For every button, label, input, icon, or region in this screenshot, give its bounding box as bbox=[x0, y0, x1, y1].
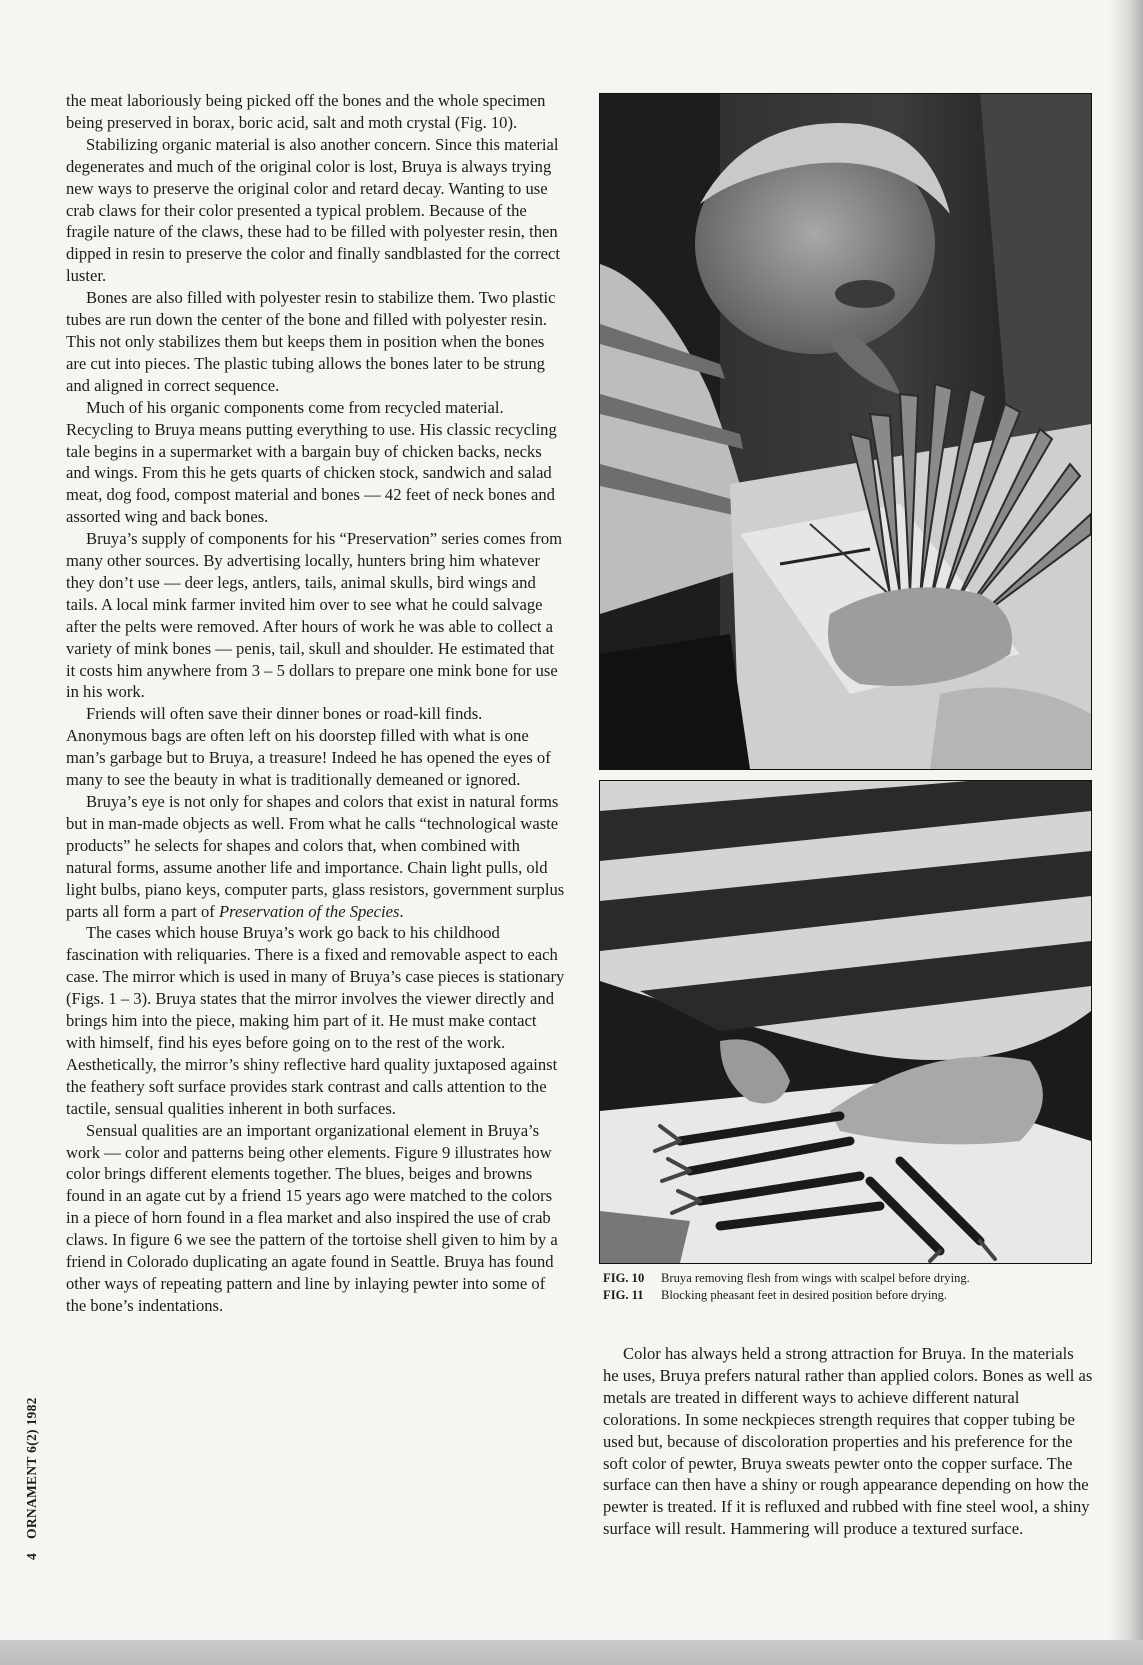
page-edge-shadow bbox=[1109, 0, 1143, 1640]
paragraph: the meat laboriously being picked off the bones and the whole specimen being preserved in borax, boric acid, salt and moth crystal (Fig. 10). bbox=[66, 91, 546, 132]
paragraph-text: Bruya’s eye is not only for shapes and colors that exist in natural forms but in man-made objects as well. From what he calls “technological waste products” he selects for shapes and colors that, when combined with natural forms, assume another life and importance. Chain light pulls, old light bulbs, piano keys, computer parts, glass resistors, government surplus parts all form a part of bbox=[66, 792, 565, 921]
paragraph bbox=[66, 791, 566, 922]
paragraph: Friends will often save their dinner bones or road-kill finds. Anonymous bags are often left on his doorstep filled with what is one man’s garbage but to Bruya, a treasure! Indeed he has opened the eyes of many to see the beauty in what is traditionally demeaned or ignored. bbox=[66, 704, 551, 790]
caption-fig-10 bbox=[603, 1270, 1083, 1287]
paragraph: Much of his organic components come from recycled material. Recycling to Bruya means putting everything to use. His classic recycling tale begins in a supermarket with a bargain buy of chicken backs, necks and wings. From this he gets quarts of chicken stock, sandwich and salad meat, dog food, compost material and bones — 42 feet of neck bones and assorted wing and back bones. bbox=[66, 397, 557, 527]
paragraph: Stabilizing organic material is also another concern. Since this material degenerates and much of the original color is lost, Bruya is always trying new ways to preserve the original color and retard decay. Wanting to use crab claws for their color presented a typical problem. Because of the fragile nature of the claws, these had to be filled with polyester resin, then dipped in resin to preserve the color and finally sandblasted for the correct luster. bbox=[66, 134, 560, 286]
article-right-column bbox=[603, 1343, 1093, 1540]
photo-fig-11-image bbox=[600, 781, 1091, 1263]
publication-info: ORNAMENT 6(2) 1982 bbox=[24, 1397, 39, 1539]
paragraph-end: . bbox=[399, 901, 404, 921]
caption-fig-11 bbox=[603, 1287, 1083, 1304]
artwork-title: Preservation of the Species bbox=[218, 901, 400, 921]
caption-label: FIG. 10 bbox=[603, 1271, 645, 1285]
caption-text: Bruya removing flesh from wings with scalpel before drying. bbox=[661, 1271, 970, 1285]
scan-bottom-edge bbox=[0, 1640, 1143, 1665]
paragraph: The cases which house Bruya’s work go back to his childhood fascination with reliquaries. There is a fixed and removable aspect to each case. The mirror which is used in many of Bruya’s case pieces is stationary (Figs. 1 – 3). Bruya states that the mirror involves the viewer directly and brings him into the piece, making him part of it. He must make contact with himself, find his eyes before going on to the rest of the work. Aesthetically, the mirror’s shiny reflective hard quality juxtaposed against the feathery soft surface provides stark contrast and calls attention to the tactile, sensual qualities inherent in both surfaces. bbox=[66, 923, 565, 1118]
photo-fig-10 bbox=[599, 93, 1092, 770]
article-left-column bbox=[66, 90, 566, 1317]
figure-captions bbox=[603, 1270, 1083, 1304]
caption-text: Blocking pheasant feet in desired position before drying. bbox=[661, 1288, 948, 1302]
caption-label: FIG. 11 bbox=[603, 1288, 644, 1302]
paragraph: Sensual qualities are an important organizational element in Bruya’s work — color and patterns being other elements. Figure 9 illustrates how color brings different elements together. The blues, beiges and browns found in an agate cut by a friend 15 years ago were matched to the colors in a piece of horn found in a flea market and also inspired the use of crab claws. In figure 6 we see the pattern of the tortoise shell given to him by a friend in Colorado duplicating an agate found in Seattle. Bruya has found other ways of repeating pattern and line by inlaying pewter into some of the bone’s indentations. bbox=[66, 1120, 558, 1315]
paragraph: Bruya’s supply of components for his “Preservation” series comes from many other sources. By advertising locally, hunters bring him whatever they don’t use — deer legs, antlers, tails, animal skulls, bird wings and tails. A local mink farmer invited him over to see what he could salvage after the pelts were removed. After hours of work he was able to collect a variety of mink bones — penis, tail, skull and shoulder. He estimated that it costs him anywhere from 3 – 5 dollars to prepare one mink bone for use in his work. bbox=[66, 529, 563, 702]
photo-fig-10-image bbox=[600, 94, 1091, 769]
page-footer bbox=[24, 1397, 40, 1560]
paragraph: Color has always held a strong attraction for Bruya. In the materials he uses, Bruya prefers natural rather than applied colors. Bones as well as metals are treated in different ways to achieve different natural colorations. In some neckpieces strength requires that copper tubing be used but, because of discoloration properties and his preference for the soft color of pewter, Bruya sweats pewter onto the copper surface. The surface can then have a shiny or rough appearance depending on how the pewter is treated. If it is refluxed and rubbed with fine steel wool, a shiny surface will result. Hammering will produce a textured surface. bbox=[603, 1344, 1093, 1539]
paragraph: Bones are also filled with polyester resin to stabilize them. Two plastic tubes are run down the center of the bone and filled with polyester resin. This not only stabilizes them but keeps them in position when the bones are cut into pieces. The plastic tubing allows the bones later to be strung and aligned in correct sequence. bbox=[66, 288, 556, 395]
page-number: 4 bbox=[24, 1552, 39, 1560]
photo-fig-11 bbox=[599, 780, 1092, 1264]
